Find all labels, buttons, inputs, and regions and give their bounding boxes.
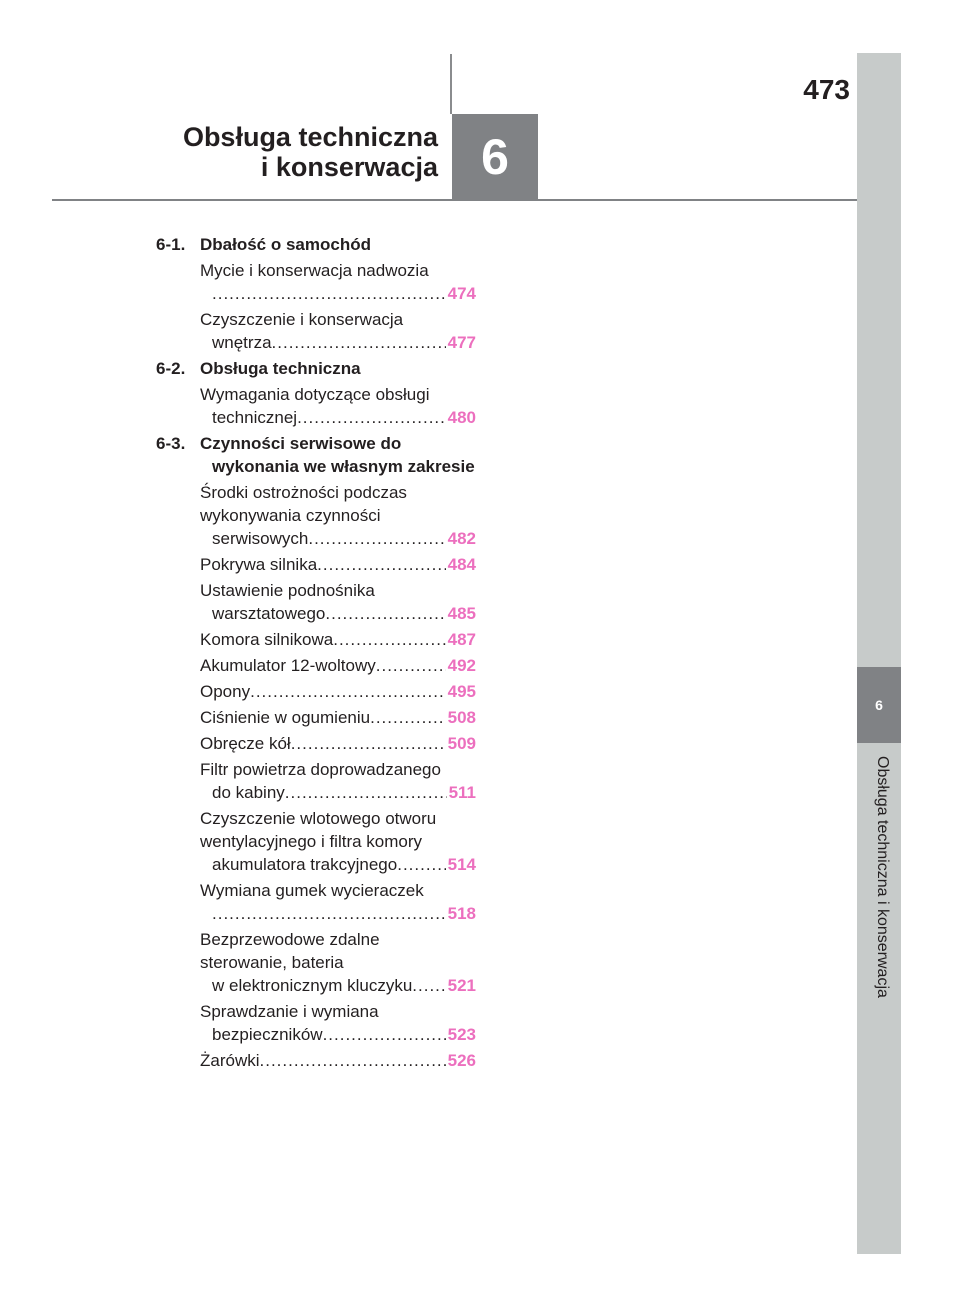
dot-leader: [260, 1049, 446, 1072]
toc-entry-line: Sprawdzanie i wymiana: [200, 1002, 379, 1021]
toc-entry-leader-line: [200, 331, 476, 354]
table-of-contents: [150, 233, 476, 1075]
toc-page-link[interactable]: 492: [447, 656, 476, 675]
toc-entry-text: Ciśnienie w ogumieniu: [200, 708, 371, 727]
toc-entry-leader-line: [200, 527, 476, 550]
chapter-title-line-2: i konserwacja: [260, 152, 438, 182]
toc-page-link[interactable]: 508: [447, 708, 476, 727]
toc-entry[interactable]: [150, 807, 476, 876]
toc-section-number: 6-1.: [156, 235, 186, 254]
chapter-number-box: 6: [452, 114, 538, 200]
toc-entry[interactable]: [150, 758, 476, 804]
toc-entry[interactable]: [150, 1000, 476, 1046]
toc-section-number: 6-2.: [156, 359, 186, 378]
dot-leader: [297, 406, 446, 429]
toc-entry-line: Filtr powietrza doprowadzanego: [200, 760, 441, 779]
toc-page-link[interactable]: 474: [447, 284, 476, 303]
toc-entry-leader-line: [200, 732, 476, 755]
toc-entry-line: Czyszczenie wlotowego otworu: [200, 809, 437, 828]
dot-leader: [291, 732, 446, 755]
toc-entry-line: wykonywania czynności: [200, 506, 381, 525]
toc-page-link[interactable]: 477: [447, 333, 476, 352]
toc-section: [150, 233, 476, 256]
side-thumb-strip: [857, 53, 901, 1254]
dot-leader: [308, 527, 445, 550]
toc-entry-line: sterowanie, bateria: [200, 953, 344, 972]
toc-section-number: 6-3.: [156, 434, 186, 453]
toc-entry-leader-line: [200, 853, 476, 876]
toc-entry-line: Wymiana gumek wycieraczek: [200, 881, 424, 900]
toc-entry[interactable]: [150, 579, 476, 625]
toc-entry[interactable]: [150, 680, 476, 703]
toc-entry-text: Obręcze kół: [200, 734, 291, 753]
toc-entry-leader-line: [200, 654, 476, 677]
toc-entry[interactable]: [150, 383, 476, 429]
toc-page-link[interactable]: 480: [447, 408, 476, 427]
toc-entry-line: Środki ostrożności podczas: [200, 483, 407, 502]
toc-entry-leader-line: [200, 553, 476, 576]
toc-entry[interactable]: [150, 1049, 476, 1072]
toc-entry[interactable]: [150, 553, 476, 576]
toc-entry-text: warsztatowego: [212, 604, 326, 623]
toc-entry-leader-line: [200, 974, 476, 997]
toc-entry-text: w elektronicznym kluczyku: [212, 976, 413, 995]
header-divider-horizontal: [52, 199, 858, 201]
toc-entry-text: serwisowych: [212, 529, 309, 548]
toc-entry-line: Mycie i konserwacja nadwozia: [200, 261, 429, 280]
toc-page-link[interactable]: 521: [447, 976, 476, 995]
dot-leader: [317, 553, 445, 576]
dot-leader: [370, 706, 446, 729]
toc-section-title: Czynności serwisowe do wykonania we własnym zakresie: [200, 434, 475, 476]
toc-entry-text: bezpieczników: [212, 1025, 323, 1044]
toc-entry[interactable]: [150, 481, 476, 550]
toc-page-link[interactable]: 495: [447, 682, 476, 701]
toc-entry-text: Żarówki: [200, 1051, 260, 1070]
dot-leader: [212, 282, 446, 305]
toc-section-title: Obsługa techniczna: [200, 359, 361, 378]
toc-page-link[interactable]: 509: [447, 734, 476, 753]
toc-entry[interactable]: [150, 928, 476, 997]
toc-entry[interactable]: [150, 308, 476, 354]
toc-entry-line: Bezprzewodowe zdalne: [200, 930, 380, 949]
toc-entry-leader-line: [200, 680, 476, 703]
dot-leader: [272, 331, 446, 354]
toc-entry-leader-line: [200, 1049, 476, 1072]
page-number: 473: [803, 74, 850, 105]
side-chapter-label: Obsługa techniczna i konserwacja: [874, 756, 891, 998]
toc-page-link[interactable]: 511: [448, 783, 476, 802]
toc-entry[interactable]: [150, 879, 476, 925]
toc-entry-text: Pokrywa silnika: [200, 555, 318, 574]
dot-leader: [376, 654, 446, 677]
toc-entry-leader-line: [200, 602, 476, 625]
toc-entry-text: wnętrza: [212, 333, 272, 352]
toc-entry[interactable]: [150, 654, 476, 677]
toc-page-link[interactable]: 487: [447, 630, 476, 649]
toc-section-title: Dbałość o samochód: [200, 235, 371, 254]
toc-entry[interactable]: [150, 732, 476, 755]
toc-entry[interactable]: [150, 628, 476, 651]
toc-entry-leader-line: [200, 1023, 476, 1046]
toc-entry-text: akumulatora trakcyjnego: [212, 855, 398, 874]
toc-entry-line: Wymagania dotyczące obsługi: [200, 385, 430, 404]
toc-page-link[interactable]: 518: [447, 904, 476, 923]
chapter-title-line-1: Obsługa techniczna: [182, 122, 438, 152]
toc-entry-line: wentylacyjnego i filtra komory: [200, 832, 423, 851]
toc-page-link[interactable]: 526: [447, 1051, 476, 1070]
toc-page-link[interactable]: 482: [447, 529, 476, 548]
toc-entry-leader-line: [200, 781, 476, 804]
toc-entry-text: Komora silnikowa: [200, 630, 334, 649]
toc-entry-line: Czyszczenie i konserwacja: [200, 310, 404, 329]
dot-leader: [250, 680, 446, 703]
dot-leader: [212, 902, 446, 925]
toc-entry[interactable]: [150, 259, 476, 305]
toc-entry-text: Akumulator 12-woltowy: [200, 656, 376, 675]
toc-entry-leader-line: [200, 902, 476, 925]
toc-entry-line: Ustawienie podnośnika: [200, 581, 375, 600]
dot-leader: [323, 1023, 446, 1046]
toc-entry-text: do kabiny: [212, 783, 285, 802]
dot-leader: [285, 781, 447, 804]
chapter-title: [183, 122, 438, 182]
toc-page-link[interactable]: 523: [447, 1025, 476, 1044]
toc-entry-text: technicznej: [212, 408, 298, 427]
toc-section: [150, 357, 476, 380]
toc-entry-leader-line: [200, 406, 476, 429]
toc-entry-leader-line: [200, 706, 476, 729]
toc-section: [150, 432, 476, 478]
header-divider-vertical: [450, 54, 452, 114]
toc-entry-leader-line: [200, 628, 476, 651]
dot-leader: [412, 974, 445, 997]
toc-entry-leader-line: [200, 282, 476, 305]
toc-page-link[interactable]: 514: [447, 855, 476, 874]
dot-leader: [333, 628, 445, 651]
dot-leader: [397, 853, 445, 876]
side-chapter-tab[interactable]: 6: [857, 667, 901, 743]
toc-entry[interactable]: [150, 706, 476, 729]
toc-entry-text: Opony: [200, 682, 251, 701]
dot-leader: [325, 602, 445, 625]
toc-page-link[interactable]: 484: [447, 555, 476, 574]
toc-page-link[interactable]: 485: [447, 604, 476, 623]
